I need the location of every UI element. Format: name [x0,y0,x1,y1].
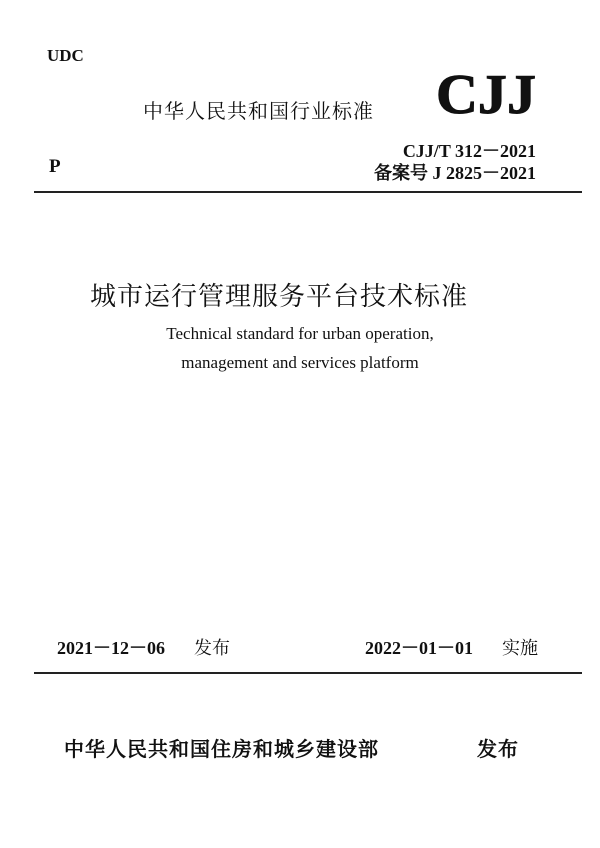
effective-label: 实施 [502,638,538,659]
footer-divider [34,672,582,674]
title-english-line2: management and services platform [181,353,419,372]
title-chinese: 城市运行管理服务平台技术标准 [90,282,469,311]
classification-code: P [49,156,61,177]
record-number: 备案号 J 2825－2021 [374,163,536,183]
header-divider [34,191,582,193]
standard-number: CJJ/T 312－2021 [402,141,536,161]
issue-date: 2021－12－06 [57,638,165,658]
title-english-line1: Technical standard for urban operation, [166,324,434,343]
standard-category: 中华人民共和国行业标准 [143,99,374,123]
publisher: 中华人民共和国住房和城乡建设部 [64,737,379,761]
svg-text:CJJ: CJJ [436,66,536,120]
publish-label: 发布 [477,737,519,761]
issue-label: 发布 [194,638,230,659]
cjj-logo [434,66,538,120]
udc-label: UDC [47,46,84,65]
effective-date: 2022－01－01 [365,638,473,658]
